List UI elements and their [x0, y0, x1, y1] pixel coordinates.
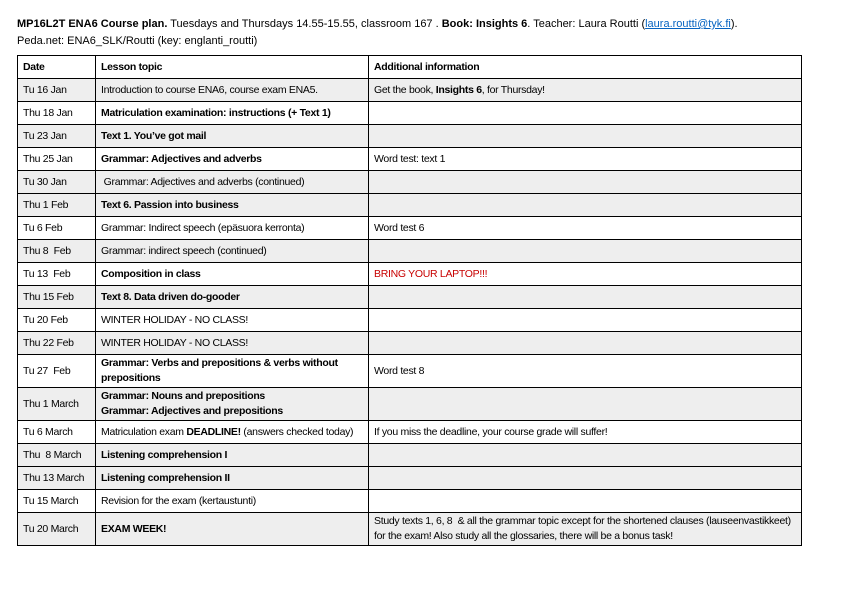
lesson-topic-cell	[96, 309, 369, 332]
additional-info-cell	[369, 490, 802, 513]
additional-info-cell	[369, 421, 802, 444]
text-segment: Grammar: Adjectives and adverbs (continued)	[101, 175, 305, 188]
text-segment: Introduction to course ENA6, course exam ENA5.	[101, 83, 318, 96]
date-cell	[18, 194, 96, 217]
table-row	[18, 79, 802, 102]
table-row	[18, 421, 802, 444]
column-header-date: Date	[18, 56, 96, 79]
text-segment: Grammar: Adjectives and prepositions	[101, 405, 283, 417]
lesson-topic-cell	[96, 217, 369, 240]
teacher-email-link[interactable]: laura.routti@tyk.fi	[645, 18, 731, 30]
table-header-row	[18, 56, 802, 79]
lesson-topic-cell	[96, 467, 369, 490]
date-cell	[18, 263, 96, 286]
lesson-topic-cell	[96, 513, 369, 546]
lesson-topic-cell	[96, 444, 369, 467]
date-cell	[18, 421, 96, 444]
text-segment: Text 1. You’ve got mail	[101, 129, 207, 142]
text-segment: Matriculation exam	[101, 425, 187, 438]
text-segment: Tu 6 Feb	[23, 221, 63, 234]
text-segment: DEADLINE!	[186, 425, 241, 438]
column-header-additional-information: Additional information	[369, 56, 802, 79]
table-row	[18, 194, 802, 217]
text-segment: Thu 25 Jan	[23, 152, 73, 165]
additional-info-cell	[369, 309, 802, 332]
text-segment: Thu 15 Feb	[23, 290, 74, 303]
table-row	[18, 125, 802, 148]
lesson-topic-cell	[96, 421, 369, 444]
additional-info-cell	[369, 332, 802, 355]
text-segment: Listening comprehension II	[101, 471, 230, 484]
table-body	[18, 79, 802, 546]
lesson-topic-cell	[96, 240, 369, 263]
text-segment: Tu 20 March	[23, 522, 79, 535]
lesson-topic-cell	[96, 388, 369, 421]
text-segment: Insights 6	[435, 83, 482, 96]
text-segment: Grammar: Indirect speech (epäsuora kerronta)	[101, 221, 305, 234]
text-segment: Get the book,	[374, 83, 436, 96]
lesson-topic-cell	[96, 355, 369, 388]
date-cell	[18, 148, 96, 171]
teacher-text: . Teacher: Laura Routti (	[527, 18, 646, 30]
lesson-topic-cell	[96, 490, 369, 513]
text-segment: Thu 18 Jan	[23, 106, 73, 119]
text-segment: Thu 1 March	[23, 397, 79, 410]
lesson-topic-cell	[96, 263, 369, 286]
column-header-lesson-topic: Lesson topic	[96, 56, 369, 79]
additional-info-cell	[369, 217, 802, 240]
table-row	[18, 355, 802, 388]
text-segment: Listening comprehension I	[101, 448, 228, 461]
text-segment: Tu 30 Jan	[23, 175, 67, 188]
date-cell	[18, 286, 96, 309]
text-segment: If you miss the deadline, your course grade will suffer!	[374, 425, 608, 438]
table-row	[18, 171, 802, 194]
additional-info-cell	[369, 171, 802, 194]
course-plan-table	[17, 55, 802, 546]
additional-info-cell	[369, 467, 802, 490]
additional-info-cell	[369, 444, 802, 467]
book-text: Book: Insights 6	[441, 18, 528, 30]
text-segment: Composition in class	[101, 267, 201, 280]
additional-info-cell	[369, 513, 802, 546]
date-cell	[18, 240, 96, 263]
date-cell	[18, 79, 96, 102]
table-row	[18, 263, 802, 286]
text-segment: Study texts 1, 6, 8 & all the grammar topic except for the shortened clauses (lauseenvastikkeet) for the exam! Also study all the glossaries, there will be a bonus task!	[374, 515, 794, 542]
additional-info-cell	[369, 194, 802, 217]
date-cell	[18, 355, 96, 388]
text-segment: Matriculation examination: instructions (+ Text 1)	[101, 106, 331, 119]
text-segment: Tu 20 Feb	[23, 313, 68, 326]
lesson-topic-cell	[96, 171, 369, 194]
date-cell	[18, 217, 96, 240]
additional-info-cell	[369, 102, 802, 125]
lesson-topic-cell	[96, 332, 369, 355]
additional-info-cell	[369, 263, 802, 286]
additional-info-cell	[369, 148, 802, 171]
text-segment: Thu 8 Feb	[23, 244, 71, 257]
text-segment: Word test 6	[374, 221, 425, 234]
text-segment: Thu 13 March	[23, 471, 85, 484]
text-segment: Grammar: Verbs and prepositions & verbs without prepositions	[101, 357, 341, 384]
table-row	[18, 490, 802, 513]
date-cell	[18, 171, 96, 194]
text-segment: Thu 8 March	[23, 448, 82, 461]
text-segment: Tu 13 Feb	[23, 267, 71, 280]
additional-info-cell	[369, 125, 802, 148]
table-row	[18, 217, 802, 240]
additional-info-cell	[369, 355, 802, 388]
text-segment: Tu 15 March	[23, 494, 79, 507]
peda-net-line: Peda.net: ENA6_SLK/Routti (key: englanti_routti)	[17, 35, 258, 47]
date-cell	[18, 490, 96, 513]
date-cell	[18, 388, 96, 421]
date-cell	[18, 102, 96, 125]
lesson-topic-cell	[96, 194, 369, 217]
text-segment: (answers checked today)	[240, 425, 354, 438]
table-row	[18, 240, 802, 263]
table-row	[18, 332, 802, 355]
additional-info-cell	[369, 79, 802, 102]
date-cell	[18, 332, 96, 355]
date-cell	[18, 513, 96, 546]
lesson-topic-cell	[96, 79, 369, 102]
table-row	[18, 388, 802, 421]
lesson-topic-cell	[96, 125, 369, 148]
lesson-topic-cell	[96, 102, 369, 125]
date-cell	[18, 467, 96, 490]
text-segment: Grammar: Nouns and prepositions	[101, 390, 265, 402]
text-segment: Revision for the exam (kertaustunti)	[101, 494, 256, 507]
table-row	[18, 102, 802, 125]
table-row	[18, 286, 802, 309]
lesson-topic-cell	[96, 148, 369, 171]
text-segment: Text 8. Data driven do-gooder	[101, 290, 240, 303]
table-row	[18, 467, 802, 490]
additional-info-cell	[369, 286, 802, 309]
text-segment: , for Thursday!	[481, 83, 545, 96]
text-segment: Tu 6 March	[23, 425, 73, 438]
closing-text: ).	[730, 18, 738, 30]
text-segment: Grammar: Adjectives and adverbs	[101, 152, 262, 165]
text-segment: Text 6. Passion into business	[101, 198, 239, 211]
text-segment: Word test: text 1	[374, 152, 446, 165]
course-code-title: MP16L2T ENA6 Course plan.	[17, 18, 168, 30]
lesson-topic-cell	[96, 286, 369, 309]
additional-info-cell	[369, 388, 802, 421]
text-segment: WINTER HOLIDAY - NO CLASS!	[101, 313, 249, 326]
date-cell	[18, 309, 96, 332]
document-title-line	[17, 16, 826, 33]
table-row	[18, 309, 802, 332]
date-cell	[18, 125, 96, 148]
date-cell	[18, 444, 96, 467]
table-row	[18, 148, 802, 171]
additional-info-cell	[369, 240, 802, 263]
schedule-text: Tuesdays and Thursdays 14.55-15.55, classroom 167 .	[167, 18, 442, 30]
text-segment: WINTER HOLIDAY - NO CLASS!	[101, 336, 249, 349]
table-row	[18, 513, 802, 546]
text-segment: Thu 1 Feb	[23, 198, 69, 211]
text-segment: Word test 8	[374, 364, 425, 377]
table-row	[18, 444, 802, 467]
text-segment: Grammar: indirect speech (continued)	[101, 244, 267, 257]
text-segment: BRING YOUR LAPTOP!!!	[374, 267, 488, 280]
text-segment: Tu 23 Jan	[23, 129, 67, 142]
text-segment: Tu 27 Feb	[23, 364, 71, 377]
text-segment: EXAM WEEK!	[101, 522, 167, 535]
text-segment: Tu 16 Jan	[23, 83, 67, 96]
text-segment: Thu 22 Feb	[23, 336, 74, 349]
